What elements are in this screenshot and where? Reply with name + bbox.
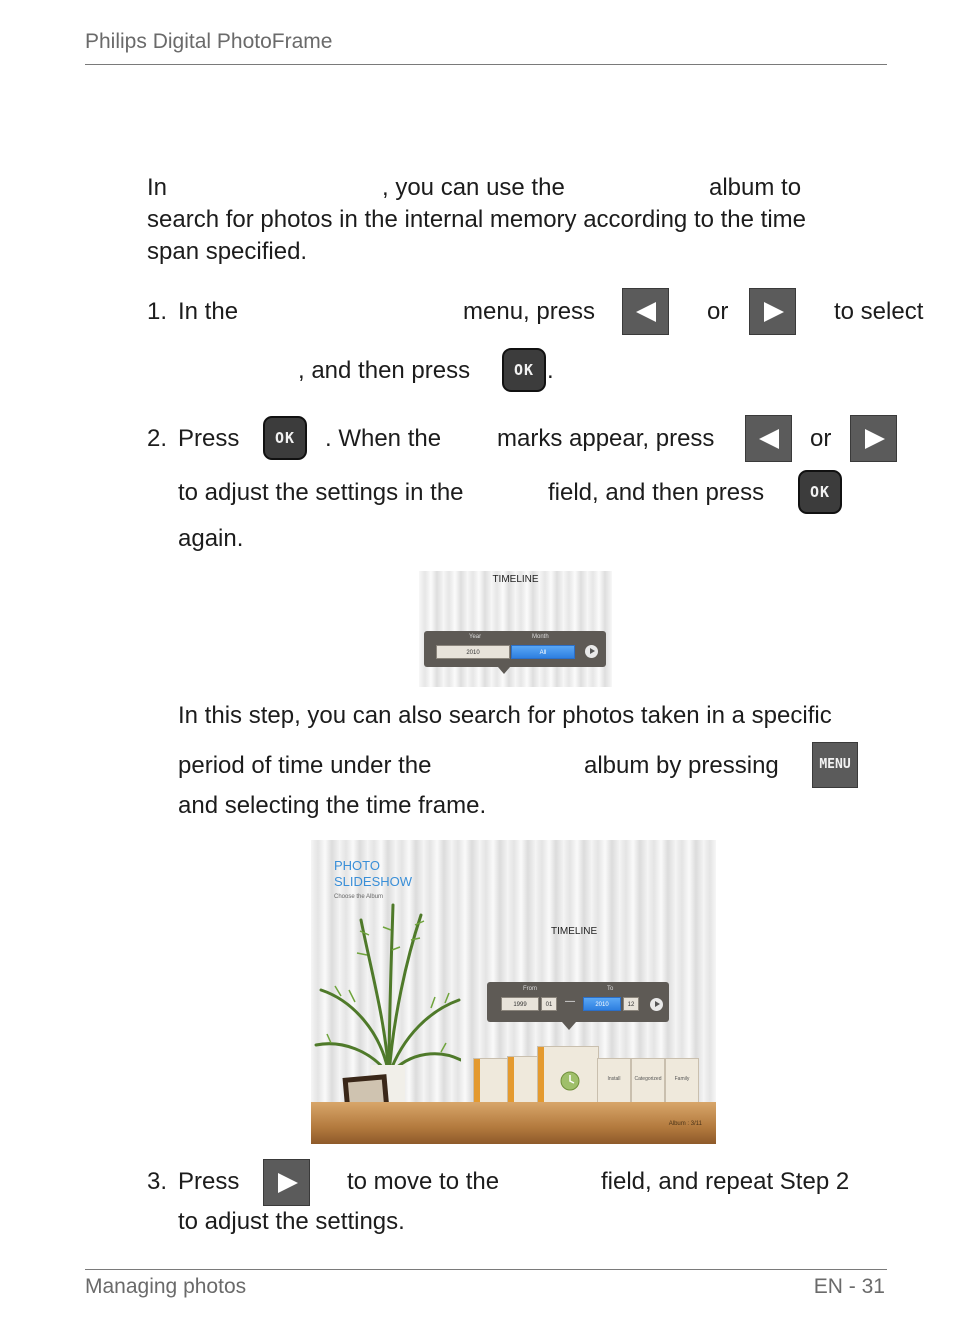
- wooden-shelf: [311, 1102, 716, 1144]
- right-arrow-key-icon: [850, 415, 897, 462]
- timeline-panel: [487, 982, 669, 1022]
- ok-key-icon: OK: [502, 348, 546, 392]
- to-year-field: 2010: [583, 997, 621, 1011]
- step2-text-e: field, and then press: [548, 479, 765, 506]
- intro-text-1a: In: [147, 174, 168, 201]
- from-year-field: 1999: [501, 997, 539, 1011]
- from-month-field: 01: [541, 997, 557, 1011]
- timeline-title: TIMELINE: [551, 926, 598, 937]
- tip-text-2a: period of time under the: [178, 752, 432, 779]
- to-month-field: 12: [623, 997, 639, 1011]
- tip-text-2b: album by pressing: [584, 752, 779, 779]
- right-arrow-key-icon: [749, 288, 796, 335]
- step2-text-d: to adjust the settings in the: [178, 479, 464, 506]
- intro-text-2: search for photos in the internal memory according to the time: [147, 206, 806, 233]
- ok-key-icon: OK: [798, 470, 842, 514]
- panel-pointer: [562, 1022, 576, 1030]
- album-label: Categorized: [634, 1076, 662, 1082]
- step3-text-b: to move to the: [347, 1168, 500, 1195]
- tip-text-1: In this step, you can also search for photos taken in a specific: [178, 702, 832, 729]
- play-icon: [650, 998, 663, 1011]
- step2-text-a: Press: [178, 425, 240, 452]
- year-field: 2010: [436, 645, 510, 659]
- step1-or: or: [707, 298, 729, 325]
- step1-text-b: menu, press: [463, 298, 596, 325]
- ok-key-icon: OK: [263, 416, 307, 460]
- range-dash: —: [565, 996, 575, 1007]
- step2-number: 2.: [147, 425, 168, 452]
- menu-key-icon: MENU: [812, 742, 858, 788]
- step2-text-f: again.: [178, 525, 244, 552]
- timeline-title: TIMELINE: [492, 574, 539, 585]
- from-label: From: [523, 986, 537, 992]
- footer-rule: [85, 1269, 887, 1270]
- intro-text-1c: album to: [709, 174, 802, 201]
- month-field: All: [511, 645, 575, 659]
- intro-text-1b: , you can use the: [382, 174, 565, 201]
- footer-section: Managing photos: [85, 1275, 247, 1298]
- plant-icon: [311, 900, 461, 1080]
- step1-text-c: to select: [834, 298, 924, 325]
- album-count: Album : 3/11: [668, 1121, 702, 1127]
- step1-text-a: In the: [178, 298, 239, 325]
- step3-text-d: to adjust the settings.: [178, 1208, 405, 1235]
- step3-text-a: Press: [178, 1168, 240, 1195]
- step3-text-c: field, and repeat Step 2: [601, 1168, 850, 1195]
- header-rule: [85, 64, 887, 65]
- slideshow-subtitle: Choose the Album: [334, 894, 384, 900]
- timeline-screenshot: [419, 571, 612, 687]
- album-label: Family: [674, 1076, 690, 1082]
- month-label: Month: [532, 634, 549, 640]
- step2-text-b: . When the: [325, 425, 442, 452]
- step3-number: 3.: [147, 1168, 168, 1195]
- left-arrow-key-icon: [622, 288, 669, 335]
- slideshow-screenshot: [311, 840, 716, 1144]
- step2-or: or: [810, 425, 832, 452]
- left-arrow-key-icon: [745, 415, 792, 462]
- timeline-panel: [424, 631, 606, 667]
- year-label: Year: [469, 634, 482, 640]
- clock-icon: [560, 1071, 580, 1091]
- step1-period: .: [547, 357, 554, 384]
- tip-text-3: and selecting the time frame.: [178, 792, 487, 819]
- step1-text-d: , and then press: [298, 357, 471, 384]
- header-title: Philips Digital PhotoFrame: [85, 30, 333, 53]
- panel-pointer: [498, 667, 510, 674]
- slideshow-title-2: SLIDESHOW: [334, 874, 413, 889]
- page-number: EN - 31: [813, 1275, 885, 1298]
- step1-number: 1.: [147, 298, 168, 325]
- right-arrow-key-icon: [263, 1159, 310, 1206]
- to-label: To: [607, 986, 614, 992]
- intro-text-3: span specified.: [147, 238, 308, 265]
- album-label: Install: [607, 1076, 621, 1082]
- play-icon: [585, 645, 598, 658]
- step2-text-c: marks appear, press: [497, 425, 715, 452]
- slideshow-title-1: PHOTO: [334, 858, 380, 873]
